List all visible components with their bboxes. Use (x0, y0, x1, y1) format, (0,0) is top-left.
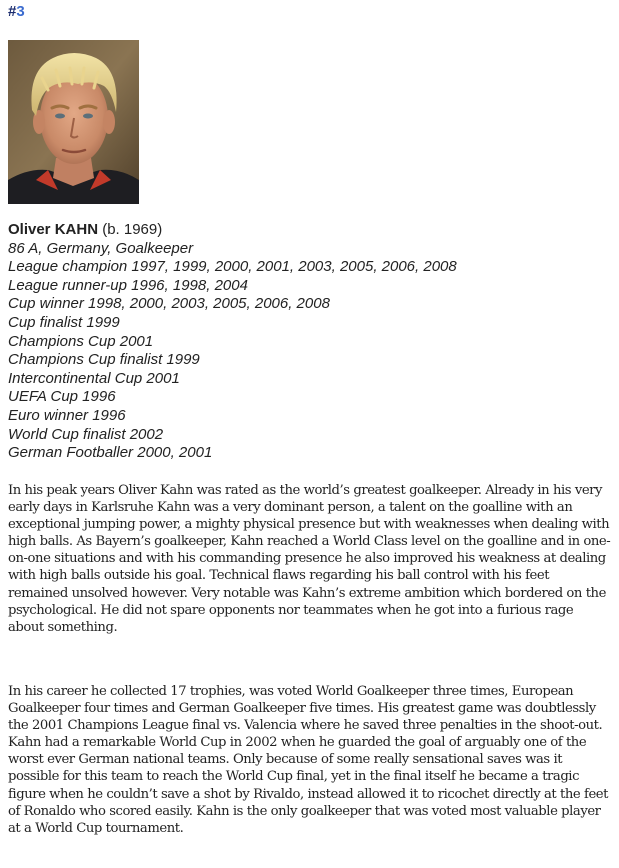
detail-caps-country-position: 86 A, Germany, Goalkeeper (8, 239, 194, 257)
rank-number: 3 (16, 3, 25, 20)
player-birth-year: (b. 1969) (102, 221, 163, 238)
detail-world-cup-finalist: World Cup finalist 2002 (8, 425, 164, 443)
bio-paragraph-2: In his career he collected 17 trophies, was voted World Goalkeeper three times, European Goalkeeper four times and German Goalkeeper five times. His greatest game was doubtlessly the 2001 Champions League final vs. Valencia where he saved three penalties in the shoot-out. Kahn had a remarkable World Cup in 2002 when he guarded the goal of arguably one of the worst ever German national teams. Only because of some really sensational saves was it possible for this team to reach the World Cup final, yet in the final itself he became a tragic figure when he couldn’t save a shot by Rivaldo, instead allowed it to ricochet directly at the feet of Ronaldo who scored easily. Kahn is the only goalkeeper that was voted most valuable player at a World Cup tournament. (8, 684, 608, 836)
detail-cup-winner: Cup winner 1998, 2000, 2003, 2005, 2006, 2008 (8, 295, 330, 313)
player-header (8, 221, 457, 240)
detail-league-champion: League champion 1997, 1999, 2000, 2001, 2003, 2005, 2006, 2008 (8, 258, 457, 276)
bio-paragraph-1: In his peak years Oliver Kahn was rated as the world’s greatest goalkeeper. Already in his very early days in Karlsruhe Kahn was a very dominant person, a talent on the goalline with an exceptional jumping power, a mighty physical presence but with weaknesses when dealing with high balls. As Bayern’s goalkeeper, Kahn reached a World Class level on the goalline and in one-on-one situations and with his commanding presence he also improved his weakness at dealing with high balls outside his goal. Technical flaws regarding his ball control with his feet remained unsolved however. Very notable was Kahn’s extreme ambition which bordered on the psychological. He did not spare opponents nor teammates when he got into a furious rage about something. (8, 483, 611, 635)
rank-prefix: # (8, 3, 17, 20)
detail-german-footballer: German Footballer 2000, 2001 (8, 444, 213, 462)
detail-league-runner-up: League runner-up 1996, 1998, 2004 (8, 276, 248, 294)
player-info (8, 221, 457, 463)
detail-uefa-cup: UEFA Cup 1996 (8, 388, 116, 406)
portrait-illustration (8, 40, 139, 204)
rank-heading (8, 3, 25, 20)
player-name: Oliver KAHN (8, 221, 99, 238)
detail-intercontinental-cup: Intercontinental Cup 2001 (8, 369, 180, 387)
detail-champions-cup: Champions Cup 2001 (8, 332, 154, 350)
detail-champions-cup-finalist: Champions Cup finalist 1999 (8, 351, 200, 369)
detail-cup-finalist: Cup finalist 1999 (8, 313, 120, 331)
portrait-photo (8, 40, 139, 204)
detail-euro-winner: Euro winner 1996 (8, 406, 126, 424)
